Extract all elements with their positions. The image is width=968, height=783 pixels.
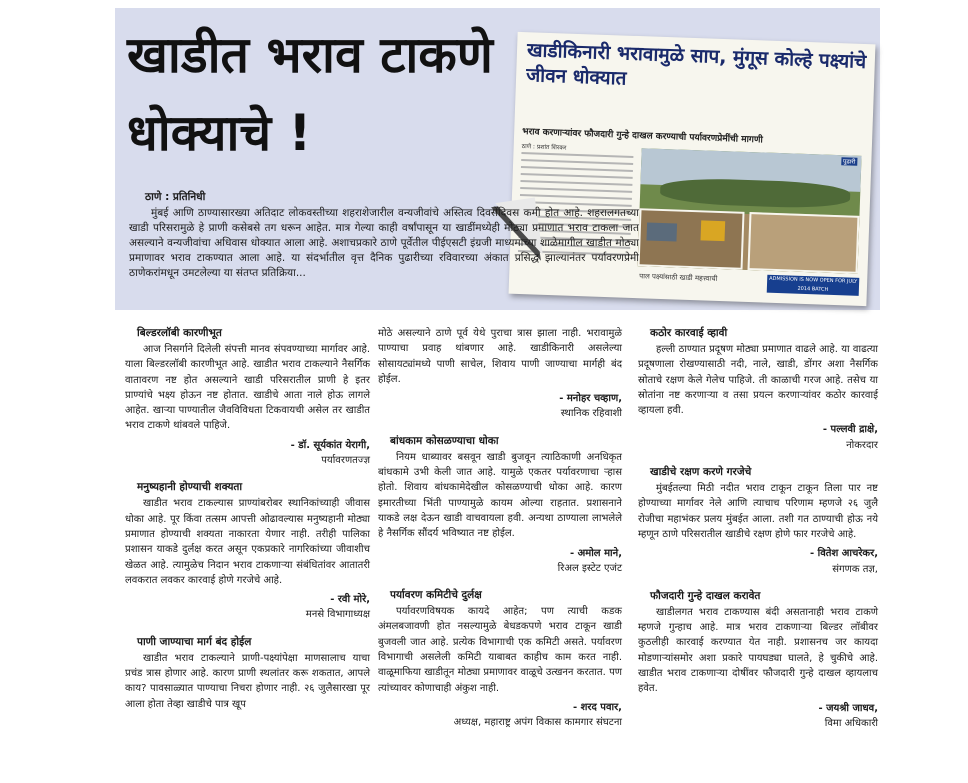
section-body: नियम धाब्यावर बसवून खाडी बुजवून त्याठिकाणी अनधिकृत बांधकामे उभी केली जात आहे. यामुळे एकतर पर्यावरणाचा ऱ्हास होतो. शिवाय बांधकामेदेखील कोसळण्याची धोका आहे. कारण इमारतीच्या भिंती पाण्यामुळे कायम ओल्या राहतात. प्रशासनाने याकडे लक्ष देऊन खाडी वाचवायला हवी. अन्यथा ठाण्याला लाभलेले हे नैसर्गिक सौंदर्य भविष्यात नष्ट होईल.: [378, 451, 622, 540]
top-section: [115, 8, 880, 310]
section-title: मनुष्यहानी होण्याची शक्यता: [137, 481, 243, 494]
author-role: पर्यावरणतज्ज्ञ: [321, 455, 370, 467]
clipping-ad-badge: ADMISSION IS NOW OPEN FOR JULY 2014 BATCH: [767, 275, 860, 296]
opinion-section: [638, 465, 878, 577]
opinion-section: [125, 326, 370, 468]
author-role: नोकरदार: [846, 439, 878, 451]
opinion-section: [378, 434, 622, 576]
section-body: हल्ली ठाण्यात प्रदूषण मोठ्या प्रमाणात वाढले आहे. या वाढत्या प्रदूषणाला रोखण्यासाठी नदी, नाले, खाडी, डोंगर अशा नैसर्गिक स्रोताचे रक्षण केले गेलेच पाहिजे. ती काळाची गरज आहे. तसेच या स्रोतांना नष्ट करणाऱ्या व तसा प्रयत्न करणाऱ्यांवर कठोर कारवाई व्हायला हवी.: [638, 344, 878, 417]
opinion-section: [378, 588, 622, 730]
author-name: - जयश्री जाधव,: [818, 702, 878, 714]
opinion-section: [638, 326, 878, 453]
section-body: मुंबईतल्या मिठी नदीत भराव टाकून टाकून तिला पार नष्ट होण्याच्या मार्गावर नेले आणि त्याचाच परिणाम म्हणजे २६ जुलै रोजीचा महाभंकर प्रलय मुंबईत आला. तशी गत ठाण्याची होऊ नये म्हणून ठाणे परिसरातील खाडीचे रक्षण होणे फार गरजेचे आहे.: [638, 483, 878, 540]
clipping-headline: खाडीकिनारी भरावामुळे साप, मुंगूस कोल्हे पक्ष्यांचे जीवन धोक्यात: [525, 39, 867, 90]
author-name: - डॉ. सूर्यकांत येरागी,: [290, 439, 370, 451]
section-title: पर्यावरण कमिटीचे दुर्लक्ष: [390, 589, 482, 602]
opinion-section: [378, 326, 622, 422]
clipping-bottom-text: पाल पक्ष्यांसाठी खाडी महत्त्वाची: [639, 272, 718, 283]
excavator-shape: [701, 220, 726, 241]
truck-shape: [646, 222, 677, 241]
author-name: - रवी मोरे,: [330, 594, 370, 606]
author-name: - पल्लवी द्राक्षे,: [822, 424, 878, 436]
author-role: मनसे विभागाध्यक्ष: [305, 609, 370, 621]
photo-label: पुढारी: [841, 157, 858, 166]
author-name: - शरद पवार,: [572, 701, 622, 713]
opinion-section: [125, 635, 370, 712]
author-role: संगणक तज्ञ,: [832, 563, 878, 575]
section-title: बांधकाम कोसळण्याचा धोका: [390, 434, 499, 447]
section-body: खाडीलगत भराव टाकण्यास बंदी असतानाही भराव टाकणे म्हणजे गुन्हाच आहे. मात्र भराव टाकणाऱ्या बिल्डर लॉबीवर कुठलीही कारवाई करण्यात येत नाही. प्रशासनच जर कायदा मोडणाऱ्यांसमोर अशा प्रकारे पायघड्या घालते, हे चुकीचे आहे. खाडीत भराव टाकणाऱ्या दोषींवर फौजदारी गुन्हे दाखल व्हायलाच हवेत.: [638, 606, 878, 695]
opinion-section: [125, 480, 370, 622]
author-role: अध्यक्ष, महाराष्ट्र अपंग विकास कामगार संघटना: [453, 717, 622, 729]
clipping-byline: ठाणे : प्रशांत शिरकर: [521, 143, 567, 152]
author-name: - अमोल माने,: [569, 547, 622, 559]
author-name: - मनोहर चव्हाण,: [559, 393, 622, 405]
section-title: खाडीचे रक्षण करणे गरजेचे: [650, 466, 752, 479]
column-3: [638, 326, 878, 743]
section-body: आज निसर्गाने दिलेली संपत्ती मानव संपवण्याच्या मार्गावर आहे. याला बिल्डरलॉबी कारणीभूत आहे. खाडीत भराव टाकल्याने नैसर्गिक वातावरण नष्ट होत असल्याने खाडी परिसरातील प्राणी हे इतर प्राण्यांचे भक्ष्य होऊन नष्ट होतात. खाडीचे आता नाले होऊ लागले आहेत. खाऱ्या पाण्यातील जैवविविधता टिकवायची असेल तर खाडीत भराव टाकणे थांबवले पाहिजे.: [125, 344, 370, 432]
clipping-photo: [638, 148, 862, 274]
section-body: पर्यावरणविषयक कायदे आहेत; पण त्याची कडक अंमलबजावणी होत नसल्यामुळे बेधडकपणे भराव टाकून खाडी बुजवली जात आहे. प्रत्येक विभागाची एक कमिटी असते. पर्यावरण विभागाची असलेली कमिटी याबाबत काहीच काम करत नाही. वाळूमाफिया खाडीतून मोठ्या प्रमाणावर वाळूचे उत्खनन करतात. पण त्यांच्यावर कोणाचाही अंकुश नाही.: [378, 606, 622, 694]
section-title: पाणी जाण्याचा मार्ग बंद होईल: [137, 635, 252, 648]
byline: ठाणे : प्रतिनिधी: [145, 191, 206, 203]
newspaper-page: [115, 8, 880, 778]
section-title: बिल्डरलॉबी कारणीभूत: [137, 327, 222, 339]
headline: खाडीत भराव टाकणे धोक्याचे !: [127, 26, 493, 162]
column-2: [378, 326, 622, 743]
author-name: - वितेश आचरेकर,: [810, 548, 878, 560]
section-body: मोठे असल्याने ठाणे पूर्व येथे पुराचा त्रास झाला नाही. भरावामुळे पाण्याचा प्रवाह थांबणार आहे. खाडीकिनारी असलेल्या सोसायट्यांमध्ये पाणी साचेल, शिवाय पाणी जाण्याचा मार्गही बंद होईल.: [378, 328, 622, 385]
section-title: कठोर कारवाई व्हावी: [650, 327, 728, 339]
author-role: रिअल इस्टेट एजंट: [557, 562, 622, 574]
column-1: [125, 326, 370, 724]
clipping-subheading: भराव करणाऱ्यांवर फौजदारी गुन्हे दाखल करण्याची पर्यावरणप्रेमींची मागणी: [522, 127, 763, 146]
author-role: विमा अधिकारी: [824, 717, 878, 729]
section-title: फौजदारी गुन्हे दाखल करावेत: [650, 589, 761, 602]
section-body: खाडीत भराव टाकल्याने प्राणी-पक्ष्यांपेक्षा माणसालाच याचा प्रचंड त्रास होणार आहे. कारण प्राणी स्थलांतर करू शकतात, आपले काय? पावसाळ्यात पाण्याचा निचरा होणार नाही. २६ जुलैसारखा पूर आला होता तेव्हा खाडीचे पात्र खूप: [125, 652, 370, 710]
opinion-section: [638, 589, 878, 731]
author-role: स्थानिक रहिवाशी: [560, 408, 622, 420]
intro-paragraph: मुंबई आणि ठाण्यासारख्या अतिदाट लोकवस्तीच्या शहराशेजारील वन्यजीवांचे अस्तित्व दिवसेंदिवस कमी होत आहे. शहरालगतच्या खाडी परिसरामुळे हे प्राणी कसेबसे तग धरून आहेत. मात्र गेल्या काही वर्षांपासून या खाडींमध्येही मोठ्या प्रमाणात भराव टाकला जात असल्याने वन्यजीवांचा अधिवास धोक्यात आला आहे. अशाचप्रकारे ठाणे पूर्वेतील पीईएसटी इंग्रजी माध्यमाच्या शाळेमागील खाडीत मोठ्या प्रमाणावर भराव टाकण्यात आला आहे. या संदर्भातील वृत्त दैनिक पुढारीच्या रविवारच्या अंकात प्रसिद्ध झाल्यानंतर पर्यावरणप्रेमी ठाणेकरांमधून उमटलेल्या या संतप्त प्रतिक्रिया...: [129, 207, 639, 279]
section-body: खाडीत भराव टाकल्यास प्राण्यांबरोबर स्थानिकांच्याही जीवास धोका आहे. पूर किंवा तत्सम आपत्ती ओढावल्यास मनुष्यहानी मोठ्या प्रमाणात होण्याची शक्यता नाकारता येणार नाही. तरीही पालिका प्रशासन याकडे दुर्लक्ष करत असून एकप्रकारे नागरिकांच्या जीवाशीच खेळत आहे. त्यामुळेच निदान भराव टाकणाऱ्या संबंधितांवर आतातरी लवकरात लवकर कारवाई होणे गरजेचे आहे.: [125, 498, 370, 586]
